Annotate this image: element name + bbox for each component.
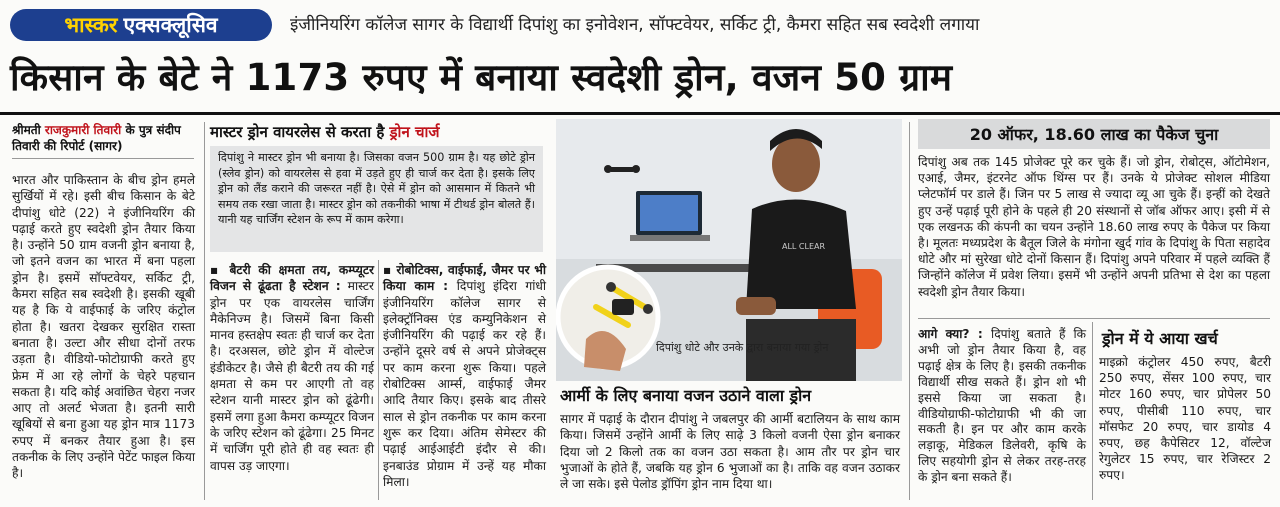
byline-prefix: श्रीमती (12, 123, 45, 137)
column-divider (204, 122, 205, 500)
photo-caption: दिपांशु धोटे और उनके द्वारा बनाया गया ड्रोन (656, 341, 829, 354)
kicker-line: इंजीनियरिंग कॉलेज सागर के विद्यार्थी दिपांशु का इनोवेशन, सॉफ्टवेयर, सर्किट ट्री, कैमरा सहित सब स्वदेशी लगाया (290, 15, 980, 35)
byline-suffix: के पुत्र संदीप तिवारी की रिपोर्ट (सागर) (12, 123, 181, 153)
offer-heading: 20 ऑफर, 18.60 लाख का पैकेज चुना (918, 119, 1270, 149)
section-divider (918, 318, 1270, 319)
headline: किसान के बेटे ने 1173 रुपए में बनाया स्वदेशी ड्रोन, वजन 50 ग्राम (10, 56, 953, 99)
robotics-article (383, 262, 546, 490)
cost-article: माइक्रो कंट्रोलर 450 रुपए, बैटरी 250 रुपए, सेंसर 100 रुपए, चार मोटर 160 रुपए, चार प्रोपेलर 50 रुपए, पीसीबी 110 रुपए, चार मॉसफेट 20 रुपए, चार डायोड 4 रुपए, छह कैपेसिटर 12, वॉल्टेज रेगुलेटर 15 रुपए, चार रेजिस्टर 2 रुपए। (1099, 355, 1271, 483)
battery-article (210, 262, 374, 474)
byline-divider (12, 158, 194, 159)
byline-name: राजकुमारी तिवारी (44, 123, 122, 137)
intro-article: भारत और पाकिस्तान के बीच ड्रोन हमले सुर्खियों में रहे। इसी बीच किसान के बेटे दीपांशु धोटे (22) ने इंजीनियरिंग की पढ़ाई करते हुए स्वदेशी ड्रोन तैयार किया है। उन्होंने 50 ग्राम वजनी ड्रोन बनाया है, जो इतने वजन का भारत में बना पहला ड्रोन है। इसमें सॉफ्टवेयर, सर्किट ट्री, कैमरा सहित सब स्वदेशी है। इसकी खूबी यह है कि ये वाईफाई के जरिए कंट्रोल होता है। खतरा देखकर सुरक्षित रास्ता बनाता है। उल्टा और सीधा दोनों तरफ उड़ता है। वीडियो-फोटोग्राफी करते हुए फ्रेम में आ रहे लोगों के चेहरे पहचान सकता है। यदि कोई अवांछित चेहरा नजर आए तो अलर्ट भेजता है। इतनी सारी खूबियों से बना हुआ यह ड्रोन मात्र 1173 रुपए में बनकर तैयार हुआ है। इस तकनीक के लिए उन्होंने पेटेंट फाइल किया है। (12, 173, 195, 481)
whats-next-text: दिपांशु बताते हैं कि अभी जो ड्रोन तैयार किया है, वह पढ़ाई क्षेत्र के लिए है। इसकी तकनीक विद्यार्थी सीख सकते हैं। ड्रोन शो भी इससे किया जा सकता है। वीडियोग्राफी-फोटोग्राफी भी की जा सकती है। इन पर और काम करके लड़ाकू, मेडिकल डिलेवरी, कृषि के लिए सहयोगी ड्रोन से लेकर तरह-तरह के ड्रोन बना सकते हैं। (918, 327, 1086, 485)
battery-text: मास्टर ड्रोन पर एक वायरलेस चार्जिंग मैकेनिज्म है। जिसमें बिना किसी मानव हस्तक्षेप स्वतः ही चार्ज कर देता है। दरअसल, छोटे ड्रोन में वोल्टेज इंडीकेटर है। जैसे ही बैटरी तय की गई क्षमता से कम पर आएगी तो वह स्टेशन यानी मास्टर ड्रोन को ढूंढेगी। इसमें लगा हुआ कैमरा कम्प्यूटर विजन के जरिए स्टेशन को ढूंढेगा। 25 मिनट में चार्जिंग पूरी होते ही वह स्वतः ही वापस उड़ जाएगा। (210, 279, 374, 473)
column-divider (378, 260, 379, 500)
brand-name: भास्कर (64, 13, 118, 37)
byline (12, 122, 198, 154)
robotics-lead: ▪ रोबोटिक्स, वाईफाई, जैमर पर भी किया काम : (383, 263, 546, 294)
exclusive-badge (10, 9, 272, 41)
shirt-text: ALL CLEAR (782, 242, 826, 251)
cost-heading: ड्रोन में ये आया खर्च (1102, 329, 1218, 348)
badge-label: एक्सक्लूसिव (123, 13, 218, 37)
master-head-red: ड्रोन चार्ज (389, 123, 440, 141)
headline-rule (0, 112, 1280, 115)
whats-next-article (918, 327, 1086, 486)
robotics-text: दिपांशु इंदिरा गांधी इंजीनियरिंग कॉलेज सागर से इलेक्ट्रॉनिक्स एंड कम्युनिकेशन से इंजीनियरिंग की पढ़ाई कर रहे हैं। उन्होंने दूसरे वर्ष से अपने प्रोजेक्ट्स पर काम करना शुरू किया। पहले रोबोटिक्स आर्म्स, वाईफाई जैमर आदि तैयार किए। इसके बाद तीसरे साल से ड्रोन तकनीक पर काम करना शुरू कर दिया। अंतिम सेमेस्टर की पढ़ाई आईआईटी इंदौर से की। इनबाउंड प्रोग्राम में उन्हें यह मौका मिला। (383, 279, 547, 489)
column-divider (909, 122, 910, 500)
master-drone-box: दिपांशु ने मास्टर ड्रोन भी बनाया है। जिसका वजन 500 ग्राम है। यह छोटे ड्रोन (स्लेव ड्रोन) को वायरलेस से हवा में उड़ते हुए ही चार्ज कर देता है। इसके लिए ड्रोन को लैंड कराने की जरूरत नहीं है। ऐसे में ड्रोन को आसमान में कितने भी समय तक रखा जाता है। मास्टर ड्रोन को तकनीकी भाषा में टीथर्ड ड्रोन बोलते हैं। यानी यह चार्जिंग स्टेशन के रूप में काम करेगा। (210, 146, 543, 252)
army-drone-article: सागर में पढ़ाई के दौरान दीपांशु ने जबलपुर की आर्मी बटालियन के साथ काम किया। जिसमें उन्होंने आर्मी के लिए साढ़े 3 किलो वजनी ऐसा ड्रोन बनाकर दिया जो 2 किलो तक का वजन उठा सकता है। आम तौर पर ड्रोन चार भुजाओं के होते हैं, जबकि यह ड्रोन 6 भुजाओं का है। ताकि वह वजन उठाकर ले जा सके। इसे पेलोड ड्रॉपिंग ड्रोन नाम दिया था। (560, 412, 900, 492)
offer-article: दिपांशु अब तक 145 प्रोजेक्ट पूरे कर चुके हैं। जो ड्रोन, रोबोट्स, ऑटोमेशन, एआई, जैमर, इंटरनेट ऑफ थिंग्स पर हैं। उनके ये प्रोजेक्ट सोशल मीडिया प्लेटफॉर्म पर डाले हैं। जिन पर 5 लाख से ज्यादा व्यू आ चुके हैं। इन्हीं को देखते हुए उन्हें पढ़ाई पूरी होने के पहले ही 20 संस्थानों से जॉब ऑफर आए। इसी में से एक लखनऊ की कंपनी का चयन उन्होंने 18.60 लाख रुपए के पैकेज पर किया है। मूलतः मध्यप्रदेश के बैतूल जिले के मंगोना खुर्द गांव के दिपांशु के पिता सहादेव धोटे और मां सुरेखा धोटे दोनों किसान हैं। दिपांशु अपने परिवार में पहले व्यक्ति हैं जिन्होंने कॉलेज में प्रवेश लिया। इसमें भी उन्होंने अपनी प्रतिभा से देश का पहला स्वदेशी ड्रोन तैयार किया। (918, 155, 1270, 299)
master-drone-heading (210, 122, 440, 142)
battery-lead: ▪ बैटरी की क्षमता तय, कम्प्यूटर विजन से ढूंढता है स्टेशन : (210, 263, 374, 294)
master-head-text: मास्टर ड्रोन वायरलेस से करता है (210, 123, 390, 141)
army-drone-heading: आर्मी के लिए बनाया वजन उठाने वाला ड्रोन (560, 386, 812, 405)
column-divider (1092, 322, 1093, 500)
whats-next-lead: आगे क्या? : (918, 327, 992, 341)
